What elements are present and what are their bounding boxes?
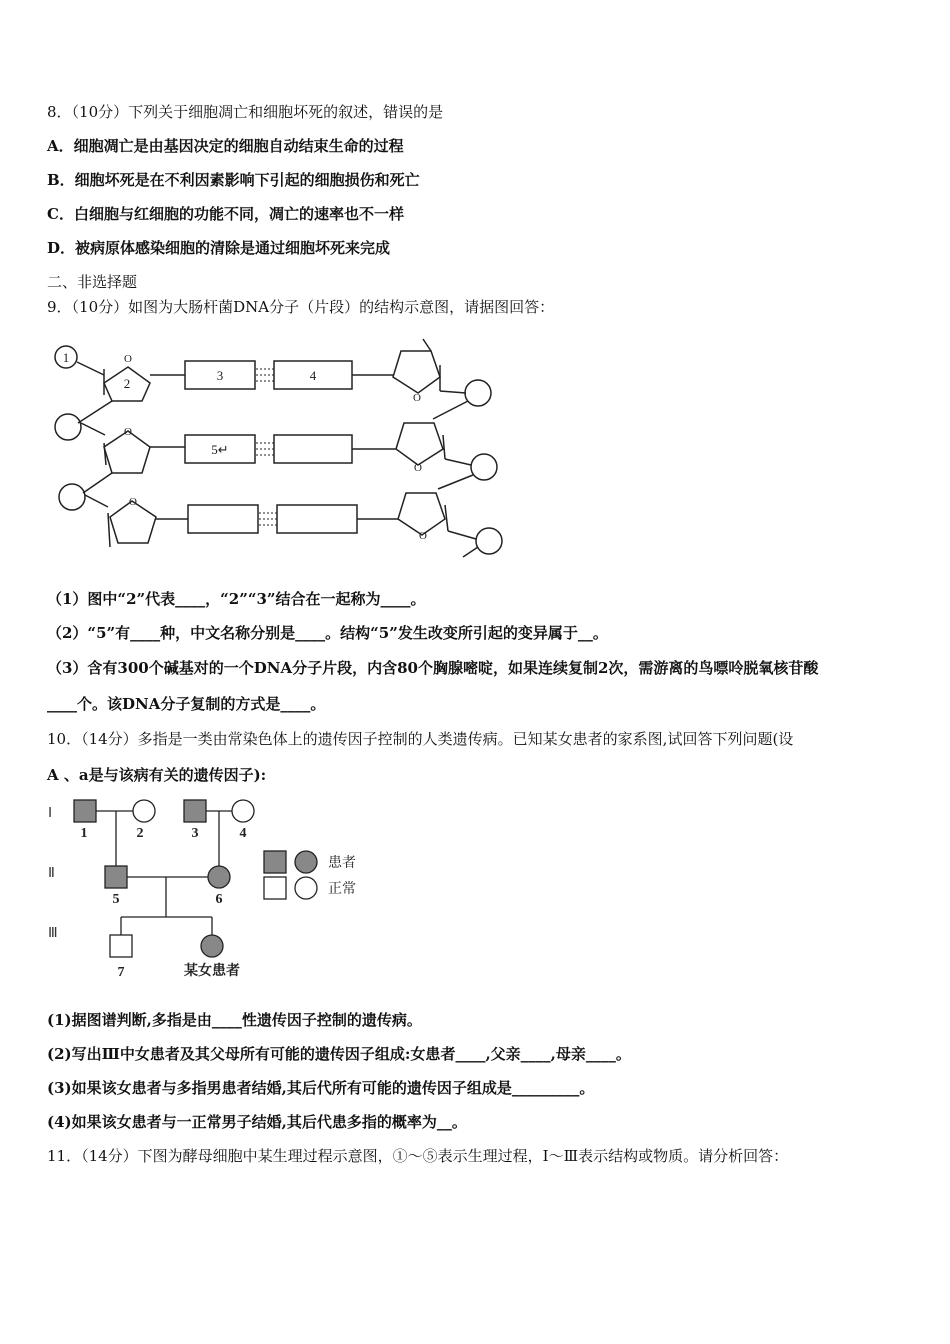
oxygen-label: O <box>124 353 132 365</box>
affected-male <box>184 800 206 822</box>
base-box <box>188 505 258 533</box>
phosphate-circle <box>55 414 81 440</box>
label-2: 2 <box>123 376 131 391</box>
legend-normal-label: 正常 <box>328 882 356 897</box>
legend-affected-label: 患者 <box>328 856 356 871</box>
label-3: 3 <box>216 368 224 383</box>
section-heading: 二、非选择题 <box>47 273 138 291</box>
q8-stem: 8．（10分）下列关于细胞凋亡和细胞坏死的叙述，错误的是 <box>47 103 444 121</box>
q8-option-c: C．白细胞与红细胞的功能不同，凋亡的速率也不一样 <box>47 205 404 223</box>
pentose-sugar <box>398 493 445 535</box>
label-5: 5↵ <box>211 442 229 457</box>
base-box <box>277 505 357 533</box>
individual-label: 1 <box>80 826 88 841</box>
q9-sub2: （2）“5”有____种，中文名称分别是____。结构“5”发生改变所引起的变异属于__。 <box>47 624 608 642</box>
q10-stem-cont: A 、a是与该病有关的遗传因子): <box>47 766 267 784</box>
q9-sub3a: （3）含有300个碱基对的一个DNA分子片段，内含80个胸腺嘧啶，如果连续复制2次，需游离的鸟嘌呤脱氧核苷酸 <box>47 659 819 677</box>
affected-female <box>208 866 230 888</box>
normal-female <box>232 800 254 822</box>
phosphate-circle <box>465 380 491 406</box>
individual-label: 5 <box>112 892 120 907</box>
q9-sub3b: ____个。该DNA分子复制的方式是____。 <box>47 695 326 713</box>
phosphate-circle <box>476 528 502 554</box>
affected-male <box>74 800 96 822</box>
q10-stem: 10．（14分）多指是一类由常染色体上的遗传因子控制的人类遗传病。已知某女患者的家系图,试回答下列问题(设 <box>47 730 794 748</box>
individual-label: 3 <box>191 826 199 841</box>
q8-option-d: D．被病原体感染细胞的清除是通过细胞坏死来完成 <box>47 239 391 257</box>
generation-label: Ⅰ <box>48 806 53 821</box>
legend-normal-male <box>264 877 286 899</box>
oxygen-label: O <box>414 462 422 474</box>
individual-label: 某女患者 <box>184 964 240 979</box>
oxygen-label: O <box>419 530 427 542</box>
q9-sub1: （1）图中“2”代表____，“2”“3”结合在一起称为____。 <box>47 590 426 608</box>
legend-affected-male <box>264 851 286 873</box>
legend-affected-female <box>295 851 317 873</box>
dna-structure-diagram <box>48 335 508 560</box>
label-4: 4 <box>309 368 317 383</box>
oxygen-label: O <box>129 496 137 508</box>
label-1: 1 <box>62 350 70 365</box>
individual-label: 2 <box>136 826 144 841</box>
oxygen-label: O <box>413 392 421 404</box>
q10-sub2: (2)写出Ⅲ中女患者及其父母所有可能的遗传因子组成:女患者____,父亲____,母亲____。 <box>47 1045 631 1063</box>
q11-stem: 11．（14分）下图为酵母细胞中某生理过程示意图，①～⑤表示生理过程，Ⅰ～Ⅲ表示结构或物质。请分析回答： <box>47 1147 789 1165</box>
individual-label: 6 <box>215 892 223 907</box>
q8-option-b: B．细胞坏死是在不利因素影响下引起的细胞损伤和死亡 <box>47 171 420 189</box>
q10-sub1: (1)据图谱判断,多指是由____性遗传因子控制的遗传病。 <box>47 1011 422 1029</box>
legend-normal-female <box>295 877 317 899</box>
phosphate-circle <box>471 454 497 480</box>
pentose-sugar <box>393 351 440 393</box>
oxygen-label: O <box>124 426 132 438</box>
normal-male <box>110 935 132 957</box>
individual-label: 7 <box>117 965 125 980</box>
generation-label: Ⅱ <box>48 866 55 881</box>
individual-label: 4 <box>239 826 247 841</box>
q10-sub3: (3)如果该女患者与多指男患者结婚,其后代所有可能的遗传因子组成是_________。 <box>47 1079 595 1097</box>
affected-male <box>105 866 127 888</box>
phosphate-circle <box>59 484 85 510</box>
base-box <box>274 435 352 463</box>
normal-female <box>133 800 155 822</box>
pedigree-chart <box>44 795 384 985</box>
q9-stem: 9．（10分）如图为大肠杆菌DNA分子（片段）的结构示意图，请据图回答： <box>47 298 555 316</box>
generation-label: Ⅲ <box>48 926 58 941</box>
pentose-sugar <box>396 423 443 465</box>
q10-sub4: (4)如果该女患者与一正常男子结婚,其后代患多指的概率为__。 <box>47 1113 467 1131</box>
q8-option-a: A．细胞凋亡是由基因决定的细胞自动结束生命的过程 <box>47 137 404 155</box>
affected-female <box>201 935 223 957</box>
